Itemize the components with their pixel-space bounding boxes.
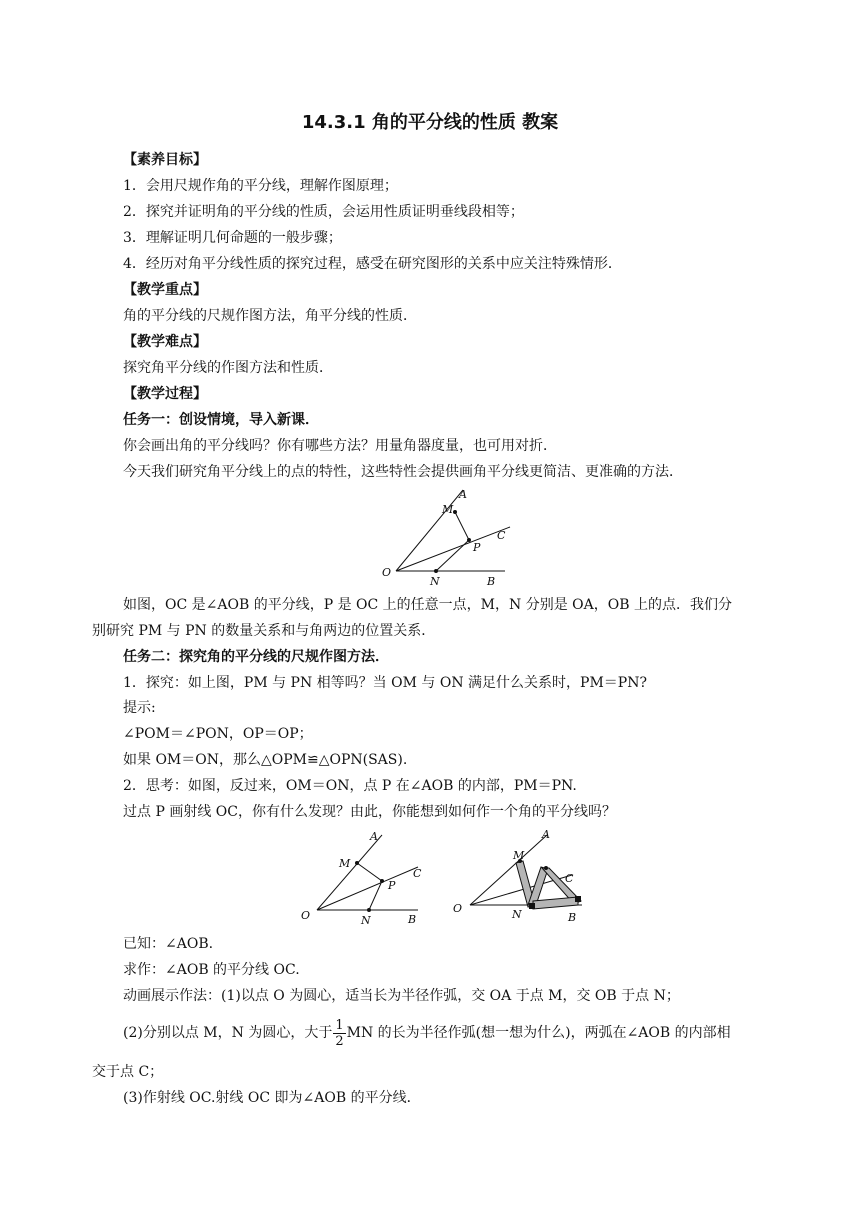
task2-find: 求作：∠AOB 的平分线 OC.: [123, 962, 300, 978]
difficulty-header: 【教学难点】: [123, 334, 207, 350]
label-A: A: [370, 830, 378, 843]
label-B: B: [568, 911, 577, 924]
label-C: C: [413, 867, 422, 880]
label-P: P: [473, 541, 481, 554]
goal-item-1: 1．会用尺规作角的平分线，理解作图原理；: [123, 178, 398, 194]
task2-hint-line-2: 如果 OM＝ON，那么△OPM≌△OPN(SAS).: [123, 752, 408, 768]
label-N: N: [361, 914, 371, 927]
fraction-denominator: 2: [335, 1033, 344, 1049]
label-M: M: [513, 849, 525, 862]
label-B: B: [487, 575, 496, 588]
task2-hint-line-1: ∠POM＝∠PON，OP＝OP；: [123, 726, 313, 742]
task1-description-line-2: 别研究 PM 与 PN 的数量关系和与角两边的位置关系．: [92, 623, 436, 639]
goals-header: 【素养目标】: [123, 152, 207, 168]
label-O: O: [382, 566, 392, 579]
one-half-fraction: [333, 1018, 345, 1049]
task2-step-2-continued: 交于点 C；: [92, 1064, 164, 1080]
angle-bisector-figure-1: [370, 485, 520, 590]
label-N: N: [430, 575, 440, 588]
task1-paragraph-1: 你会画出角的平分线吗？你有哪些方法？用量角器度量，也可用对折．: [123, 438, 557, 454]
task1-description-line-1: 如图，OC 是∠AOB 的平分线，P 是 OC 上的任意一点，M，N 分别是 OA，OB 上的点．我们分: [123, 597, 732, 613]
task2-step-2: [123, 1016, 731, 1050]
label-O: O: [453, 902, 463, 915]
goal-item-3: 3．理解证明几何命题的一般步骤；: [123, 230, 342, 246]
task1-paragraph-2: 今天我们研究角平分线上的点的特性，这些特性会提供画角平分线更简洁、更准确的方法．: [123, 464, 683, 480]
page-title: 14.3.1 角的平分线的性质 教案: [301, 112, 559, 133]
label-N: N: [512, 908, 522, 921]
label-O: O: [301, 909, 311, 922]
step-2-text-a: (2)分别以点 M，N 为圆心，大于: [123, 1025, 333, 1041]
task1-heading: 任务一：创设情境，导入新课．: [123, 412, 319, 428]
label-A: A: [542, 828, 550, 841]
task2-step-3: (3)作射线 OC.射线 OC 即为∠AOB 的平分线．: [123, 1090, 421, 1106]
label-M: M: [339, 857, 351, 870]
goal-item-4: 4．经历对角平分线性质的探究过程，感受在研究图形的关系中应关注特殊情形．: [123, 256, 622, 272]
label-P: P: [388, 879, 396, 892]
label-B: B: [408, 913, 417, 926]
fraction-numerator: 1: [335, 1017, 344, 1033]
key-header: 【教学重点】: [123, 282, 207, 298]
difficulty-text: 探究角平分线的作图方法和性质．: [123, 360, 333, 376]
angle-bisector-figure-2: [297, 825, 437, 930]
angle-bisector-tool-figure: [450, 825, 595, 930]
task2-step-1: 动画展示作法：(1)以点 O 为圆心，适当长为半径作弧，交 OA 于点 M，交 OB 于点 N；: [123, 988, 680, 1004]
task2-hint-label: 提示:: [123, 700, 156, 716]
task2-question-1: 1．探究：如上图，PM 与 PN 相等吗？当 OM 与 ON 满足什么关系时，PM＝PN?: [123, 675, 647, 691]
goal-item-2: 2．探究并证明角的平分线的性质，会运用性质证明垂线段相等；: [123, 204, 524, 220]
key-text: 角的平分线的尺规作图方法，角平分线的性质．: [123, 308, 417, 324]
label-M: M: [442, 503, 454, 516]
process-header: 【教学过程】: [123, 386, 207, 402]
label-A: A: [459, 488, 467, 501]
task2-heading: 任务二：探究角的平分线的尺规作图方法．: [123, 649, 389, 665]
task2-question-2b: 过点 P 画射线 OC，你有什么发现？由此，你能想到如何作一个角的平分线吗？: [123, 804, 616, 820]
step-2-text-b: MN 的长为半径作弧(想一想为什么)，两弧在∠AOB 的内部相: [346, 1025, 731, 1041]
task2-known: 已知：∠AOB.: [123, 936, 214, 952]
label-C: C: [565, 872, 574, 885]
task2-question-2: 2．思考：如图，反过来，OM＝ON，点 P 在∠AOB 的内部，PM＝PN.: [123, 778, 577, 794]
label-C: C: [497, 529, 506, 542]
